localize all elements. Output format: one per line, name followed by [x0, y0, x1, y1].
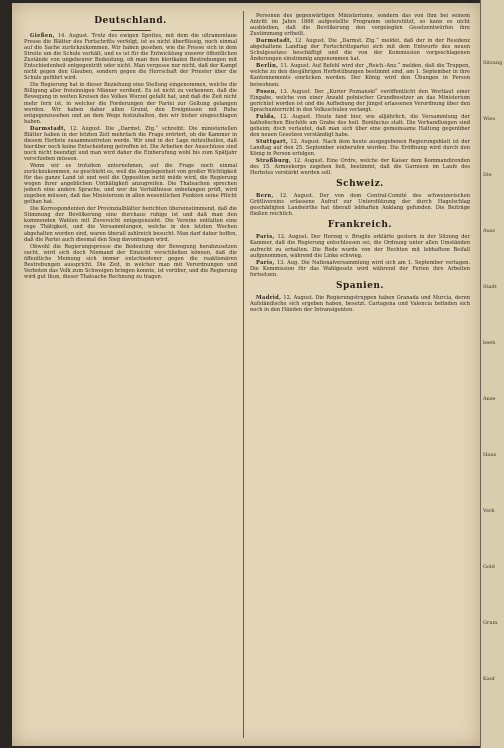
article-text: Wenn wir es trotzdem unternehmen, auf die Frage noch einmal zurückzukommen, so geschieht es, weil die Angelegenheit von großer Wichtigkeit für das ganze Land ist und weil die Opposition nicht müde wird, die Regierung wegen ihrer angeblichen Unthätigkeit anzugreifen. Die Thatsachen sprechen jedoch eine andere Sprache, und wer die Verhältnisse unbefangen prüft, wird zugeben müssen, daß das Ministerium in allen wesentlichen Punkten seine Pflicht gethan hat. — [24, 162, 237, 206]
edge-text-fragment: Haus — [483, 452, 497, 458]
article-text: 12. August. Heute fand hier, wie alljährlich, die Versammlung der katholischen Bischöfe am Grabe des heil. Bonifacius statt. Die Verhandlungen sind geheim; doch verlautet, daß man sich über eine gemeinsame Haltung gegenüber den neuen Gesetzen verständigt habe. — [250, 113, 470, 138]
article-paragraph — [250, 114, 470, 138]
article-paragraph — [24, 82, 237, 124]
article-paragraph — [250, 38, 470, 62]
article-text: 12. August. Der Herzog v. Broglie erklärte gestern in der Sitzung der Kammer, daß die Regierung entschlossen sei, die Ordnung unter allen Umständen aufrecht zu erhalten. Die Rede wurde von der Rechten mit lebhaftem Beifall aufgenommen, während die Linke schwieg. — [250, 234, 470, 259]
edge-text-fragment: Kauf — [483, 676, 495, 682]
newspaper-page — [12, 3, 480, 746]
edge-text-fragment: Die — [483, 172, 492, 178]
right-column — [250, 13, 470, 738]
edge-text-fragment: Stadt — [483, 284, 497, 290]
article-text: 12. August. Die Regierungstruppen haben Granada und Murcia, deren Aufständische sich ergeben haben, besetzt. Cartagena und Valencia befinden sich noch in den Händen der Intransigenten. — [250, 294, 470, 313]
left-column — [24, 13, 237, 738]
article-text: 12. August. Die „Darmst. Ztg.“ schreibt: Die ministeriellen Blätter haben in der letzten Zeit mehrfach die Frage erörtert, ob die Kammer in diesem Herbste zusammentreten werde. Wir sind in der Lage mitzutheilen, daß hierüber noch keine Entscheidung getroffen ist. Die Arbeiten der Ausschüsse sind noch nicht beendigt und man wird daher die Einberufung wohl bis zum Spätjahr verschieben müssen. — [24, 125, 237, 162]
dateline-place: Paris, — [256, 259, 275, 266]
article-text: 13. Aug. Die Nationalversammlung wird sich am 1. September vertagen. Die Kommission für das Wahlgesetz wird während der Ferien ihre Arbeiten fortsetzen. — [250, 259, 470, 278]
article-paragraph — [250, 295, 470, 313]
dateline-place: Bern, — [256, 193, 274, 200]
article-paragraph — [250, 63, 470, 87]
adjacent-page-edge — [480, 0, 504, 748]
article-text: 14. August. Trotz des ewigen Spottes, mit dem die ultramontane Presse die Blätter des Fortschritts verfolgt, ist es nicht überflüssig, noch einmal auf die Sache zurückzukommen. Wir haben gesehen, wie die Presse sich in dem Streite um die Schule verhält, und es ist für die Entwicklung unserer öffentlichen Zustände von ungeheurer Bedeutung, ob man den klerikalen Bestrebungen mit Entschiedenheit entgegentritt oder nicht. Man vergesse nur nicht, daß der Kampf nicht gegen den Glauben, sondern gegen die Herrschaft der Priester über die Schule geführt wird. — [24, 33, 237, 82]
dateline-place: Darmstadt, — [30, 125, 67, 132]
article-paragraph — [250, 89, 470, 113]
article-paragraph — [24, 244, 237, 280]
dateline-place: Posen, — [256, 88, 278, 95]
section-heading-schweiz: Schweiz. — [336, 179, 384, 190]
edge-text-fragment: Wies — [483, 116, 496, 122]
heading-rule — [111, 30, 151, 31]
article-paragraph — [250, 13, 470, 37]
edge-text-fragment: Ausz — [483, 228, 496, 234]
article-paragraph — [250, 158, 470, 176]
section-heading-spanien: Spanien. — [336, 280, 384, 291]
article-paragraph — [250, 139, 470, 157]
edge-text-fragment: beeh — [483, 340, 496, 346]
article-text: 12. August. Der von dem Central-Comité des schweizerischen Grütlivereins erlassene Aufruf zur Unterstützung der durch Hagelschlag geschädigten Landwirthe hat überall lebhaften Anklang gefunden. Die Beiträge fließen reichlich. — [250, 193, 470, 218]
article-paragraph — [24, 126, 237, 162]
dateline-place: Madrid, — [256, 294, 282, 301]
article-paragraph — [250, 193, 470, 217]
article-paragraph — [250, 260, 470, 278]
article-text: Die Korrespondenten der Provinzialblätter berichten übereinstimmend, daß die Stimmung der Bevölkerung eine durchaus ruhige ist und daß man den kommenden Wahlen mit Zuversicht entgegensieht. Die Vereine entfalten eine rege Thätigkeit, und die Versammlungen, welche in den letzten Wochen abgehalten worden sind, waren überall zahlreich besucht. Man darf daher hoffen, daß die Partei auch diesmal den Sieg davontragen wird. — [24, 206, 237, 243]
section-heading-frankreich: Frankreich. — [327, 220, 393, 231]
edge-text-fragment: Verk — [483, 508, 495, 514]
dateline-place: Stuttgart, — [256, 138, 289, 145]
edge-text-fragment: Gold — [483, 564, 495, 570]
article-text: 12. August. Nach dem heute ausgegebenen Regierungsblatt ist der Landtag auf den 25. September einberufen worden. Die Eröffnung wird durch den König in Person erfolgen. — [250, 138, 470, 158]
edge-text-fragment: Grum — [483, 620, 498, 626]
dateline-place: Berlin, — [256, 63, 279, 70]
dateline-place: Darmstadt, — [256, 38, 293, 45]
article-text: Personen des gegenwärtigen Ministeriums, sondern das von ihm bei seinem Antritt im Jahre 1866 aufgestellte Programm unterstützt, so kann es nicht ausbleiben, daß die Bevölkerung den vorgelegten Gesetzentwürfen ihre Zustimmung ertheilt. — [250, 13, 470, 38]
dateline-place: Straßburg, — [256, 158, 292, 165]
article-paragraph — [250, 234, 470, 258]
article-paragraph — [24, 206, 237, 242]
section-heading-deutschland: Deutschland. — [94, 16, 167, 26]
column-divider — [243, 11, 244, 738]
article-text: 12. August. Die „Darmst. Ztg.“ meldet, daß der in der Residenz abgehaltene Landtag der Fortschrittspartei sich mit dem Entwurfe des neuen Schulgesetzes beschäftigt und die von der Kommission vorgeschlagenen Änderungen einstimmig angenommen hat. — [250, 38, 470, 63]
article-text: 12. August. Eine Ordre, welche der Kaiser dem Kommandirenden des 15. Armeekorps zugehen ließ, bestimmt, daß die Garnison im Laufe des Herbstes verstärkt werden soll. — [250, 158, 470, 177]
edge-text-fragment: Sitzung — [483, 60, 503, 66]
dateline-place: Fulda, — [256, 113, 277, 120]
dateline-place: Gießen, — [30, 33, 55, 39]
article-paragraph — [24, 33, 237, 81]
edge-text-fragment: Anze — [483, 396, 496, 402]
article-paragraph — [24, 163, 237, 205]
dateline-place: Paris, — [256, 234, 275, 241]
article-text: 11. August. Auf Befehl wird der „Reich.-Anz.“ melden, daß die Truppen, welche zu den diesjährigen Herbstübungen bestimmt sind, am 1. September in ihre Kantonnements einrücken werden. Der König wird den Übungen in Person beiwohnen. — [250, 63, 470, 88]
article-text: Obwohl die Regierungspresse die Bedeutung der Bewegung herabzusetzen sucht, wird sich doch Niemand der Einsicht verschließen können, daß die öffentliche Meinung sich immer entschiedener gegen die reaktionären Bestrebungen ausspricht. Die Zeit, in welcher man mit Verordnungen und Verboten das Volk zum Schweigen bringen konnte, ist vorüber, und die Regierung wird gut thun, dieser Thatsache Rechnung zu tragen. — [24, 243, 237, 280]
article-text: Die Regierung hat in dieser Beziehung eine Stellung eingenommen, welche die Billigung aller freisinnigen Männer verdient. Es ist nicht zu verkennen, daß die Bewegung in weiten Kreisen des Volkes Wurzel gefaßt hat, und daß die Zeit nicht mehr fern ist, in welcher die Forderungen der Partei zur Geltung gelangen werden. Wir haben daher allen Grund, den Ereignissen mit Ruhe entgegenzusehen und an dem Wege festzuhalten, den wir bisher eingeschlagen haben. — [24, 82, 237, 125]
article-text: 13. August. Der „Kurier Poznanski“ veröffentlicht den Wortlaut einer Eingabe, welche von einer Anzahl polnischer Grundbesitzer an das Ministerium gerichtet worden ist und die Aufhebung der jüngst erlassenen Verordnung über den Sprachunterricht in den Volksschulen verlangt. — [250, 88, 470, 113]
